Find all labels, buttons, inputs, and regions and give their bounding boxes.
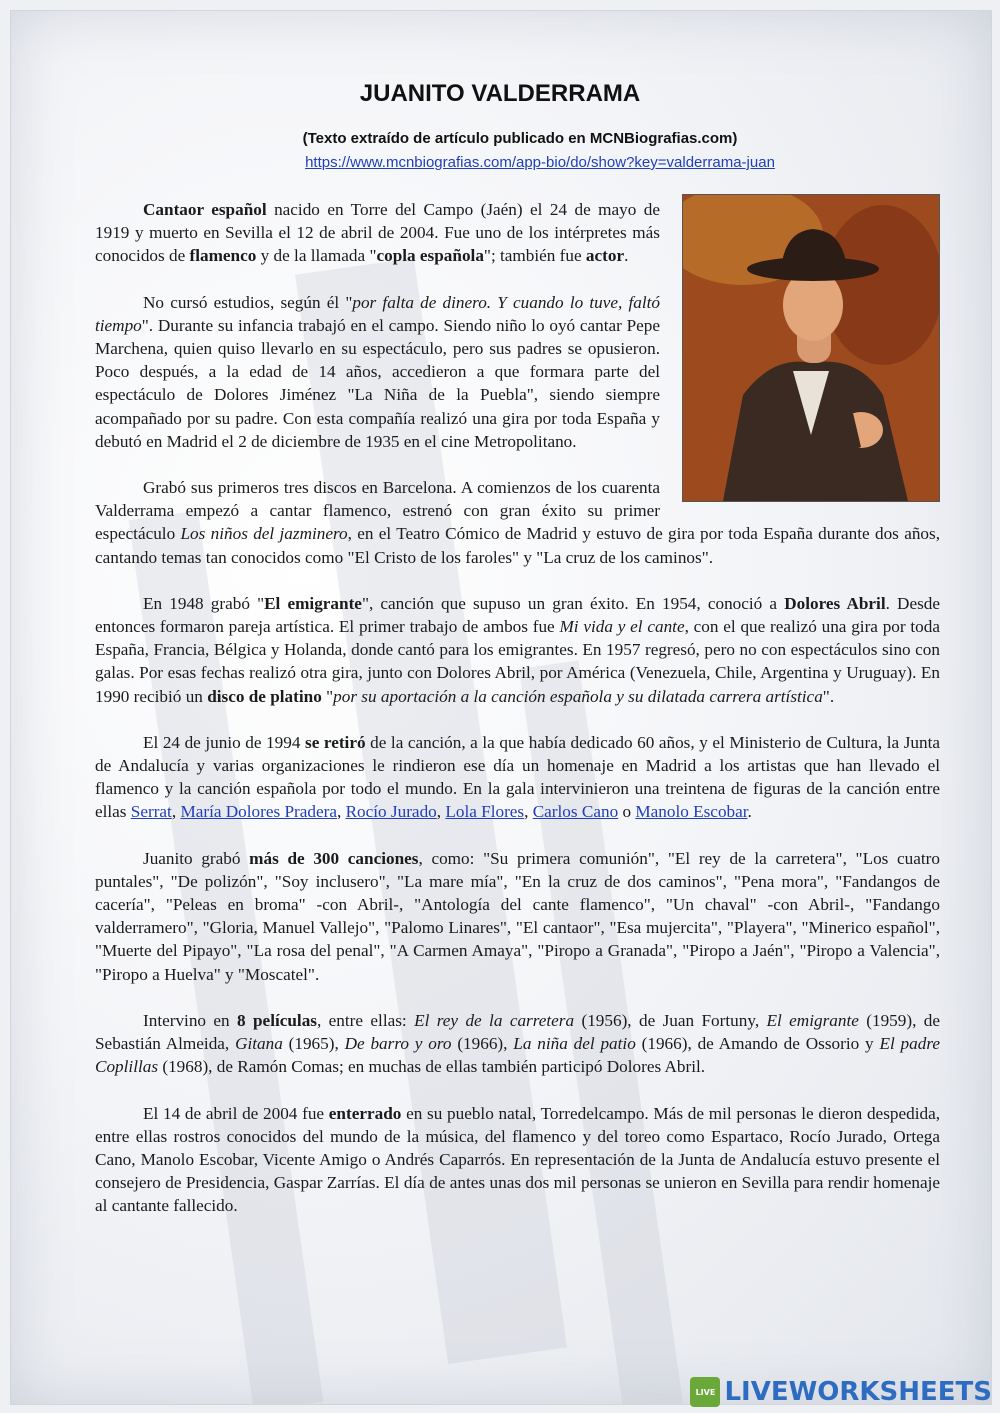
text-run: , con el que realizó una gira por toda España, Francia, Bélgica y Holanda, donde cantó para los emigrantes. En 1957 regresó, pero no con espectáculos sino con galas. Por esas fechas realizó otra gira, junto con Dolores Abril, por América (Venezuela, Chile, Argentina y Uruguay). En 1990 recibió un <box>95 617 941 706</box>
bold-term: 8 películas <box>237 1010 317 1030</box>
text-run: en su pueblo natal, Torredelcampo. Más de mil personas le dieron despedida, entre ellas rostros conocidos del mundo de la música, del flamenco y del toreo como Espartaco, Rocío Jurado, Ortega Cano, Manolo Escobar, Vicente Amigo o Andrés Caparrós. En representación de la Junta de Andalucía estuvo presente el consejero de Presidencia, Gaspar Zarrías. El día de antes unas dos mil personas se unieron en Sevilla para rendir homenaje al cantante fallecido. <box>95 1103 940 1216</box>
link-maria-dolores-pradera[interactable]: María Dolores Pradera <box>180 802 337 822</box>
text-run: (1959), de Sebastián Almeida, <box>95 1010 940 1054</box>
italic-title: De barro y oro <box>344 1034 452 1054</box>
text-run: nacido en Torre del Campo (Jaén) el 24 de mayo de 1919 y muerto en Sevilla el 12 de abril de 2004. Fue uno de los intérpretes más conocidos de <box>95 200 660 266</box>
paragraph-4 <box>95 592 940 708</box>
text-run: , <box>436 802 446 822</box>
text-run: Intervino en <box>143 1010 238 1030</box>
italic-title: El rey de la carretera <box>414 1010 575 1030</box>
text-run: de la canción, a la que había dedicado 60 años, y el Ministerio de Cultura, la Junta de Andalucía y varias organizaciones le rindieron ese día un homenaje en Madrid a los artistas que han llevado el flamenco y la canción española por todo el mundo. En la gala intervinieron una treintena de figuras de la canción entre ellas <box>95 732 940 822</box>
liveworksheets-watermark <box>690 1377 992 1407</box>
text-run: (1968), de Ramón Comas; en muchas de ellas también participó Dolores Abril. <box>158 1057 706 1077</box>
italic-title: El padre Coplillas <box>95 1034 941 1077</box>
italic-title: La niña del patio <box>513 1034 636 1054</box>
text-run: . Desde entonces formaron pareja artística. El primer trabajo de ambos fue <box>95 593 941 637</box>
italic-title: Los niños del jazminero <box>180 524 348 544</box>
paragraph-7 <box>95 1009 940 1079</box>
bold-term: El emigrante <box>264 593 362 613</box>
text-run: . <box>624 246 629 266</box>
singer-portrait-illustration <box>683 195 939 501</box>
bold-term: disco de platino <box>207 686 322 706</box>
source-url-link[interactable]: https://www.mcnbiografias.com/app-bio/do/show?key=valderrama-juan <box>305 154 775 171</box>
italic-quote: por su aportación a la canción española y su dilatada carrera artística <box>333 686 823 706</box>
text-run: , <box>171 802 181 822</box>
text-run: y de la llamada " <box>256 246 377 266</box>
page-title: JUANITO VALDERRAMA <box>359 80 641 107</box>
italic-quote: por falta de dinero. Y cuando lo tuve, faltó tiempo <box>95 292 661 335</box>
text-run: "; también fue <box>483 246 586 266</box>
text-run: En 1948 grabó " <box>143 593 265 613</box>
text-run: , como: "Su primera comunión", "El rey de la carretera", "Los cuatro puntales", "De polizón", "Soy inclusero", "La mare mía", "En la cruz de dos caminos", "Pena mora", "Fandangos de cacería", "Peleas en broma" -con Abril-, "Antología del cante flamenco", "Un chaval" -con Abril-, "Fandango valderramero", "Gloria, Manuel Vallejo", "Palomo Linares", "El cantaor", "Esa mujercita", "Playera", "Minerico español", "Muerte del Pipayo", "La rosa del penal", "A Carmen Amaya", "Piropo a Granada", "Piropo a Jaén", "Piropo a Valencia", "Piropo a Huelva" y "Moscatel". <box>95 848 940 984</box>
text-run: . <box>747 802 752 822</box>
bold-term: actor <box>585 246 625 266</box>
link-serrat[interactable]: Serrat <box>130 802 172 822</box>
watermark-text: LIVEWORKSHEETS <box>724 1377 992 1407</box>
bold-term: Cantaor español <box>143 200 267 219</box>
text-run: (1965), <box>282 1034 345 1054</box>
bold-term: copla española <box>376 246 484 266</box>
text-run: , <box>524 802 533 822</box>
bold-term: enterrado <box>328 1103 402 1123</box>
text-run: " <box>321 686 334 706</box>
bold-term: se retiró <box>305 732 366 752</box>
source-note: (Texto extraído de artículo publicado en MCNBiografias.com) <box>302 130 738 147</box>
text-run: (1956), de Juan Fortuny, <box>574 1010 767 1030</box>
text-run: , <box>336 802 346 822</box>
paragraph-5 <box>95 731 940 824</box>
text-run: , en el Teatro Cómico de Madrid y estuvo de gira por toda España durante dos años, cantando temas tan conocidos como "El Cristo de los faroles" y "La cruz de los caminos". <box>95 524 940 567</box>
text-run: Grabó sus primeros tres discos en Barcelona. A comienzos de los cuarenta Valderrama empezó a cantar flamenco, estrenó con gran éxito su primer espectáculo <box>95 478 660 544</box>
liveworksheets-logo-icon: LIVE <box>690 1377 720 1407</box>
italic-title: El emigrante <box>766 1010 859 1030</box>
link-manolo-escobar[interactable]: Manolo Escobar <box>635 802 748 822</box>
text-run: o <box>618 802 636 822</box>
text-run: (1966), de Amando de Ossorio y <box>635 1034 880 1054</box>
text-run: ". <box>822 686 835 706</box>
link-lola-flores[interactable]: Lola Flores <box>445 802 525 822</box>
text-run: ". Durante su infancia trabajó en el campo. Siendo niño lo oyó cantar Pepe Marchena, quien quiso llevarlo en su espectáculo, pero sus padres se opusieron. Poco después, a la edad de 14 años, accedieron a que formara parte del espectáculo de Dolores Jiménez "La Niña de la Puebla", siendo siempre acompañado por su padre. Con esta compañía realizó una gira por toda España y debutó en Madrid el 2 de diciembre de 1935 en el cine Metropolitano. <box>95 315 660 451</box>
text-run: No cursó estudios, según él " <box>143 292 353 312</box>
paragraph-6 <box>95 847 940 986</box>
bold-term: más de 300 canciones <box>249 848 419 868</box>
text-run: ", canción que supuso un gran éxito. En 1954, conoció a <box>361 593 785 613</box>
text-run: Juanito grabó <box>143 848 250 868</box>
link-rocio-jurado[interactable]: Rocío Jurado <box>345 802 437 822</box>
text-run: El 24 de junio de 1994 <box>143 732 305 752</box>
italic-title: Mi vida y el cante <box>559 617 685 637</box>
text-run: El 14 de abril de 2004 fue <box>143 1103 329 1123</box>
bold-term: Dolores Abril <box>784 593 886 613</box>
portrait-photo <box>682 194 940 502</box>
link-carlos-cano[interactable]: Carlos Cano <box>532 802 619 822</box>
text-run: , entre ellas: <box>316 1010 415 1030</box>
bold-term: flamenco <box>189 246 257 266</box>
italic-title: Gitana <box>235 1034 283 1054</box>
paragraph-8 <box>95 1102 940 1218</box>
article-body <box>95 198 940 1241</box>
text-run: (1966), <box>451 1034 514 1054</box>
